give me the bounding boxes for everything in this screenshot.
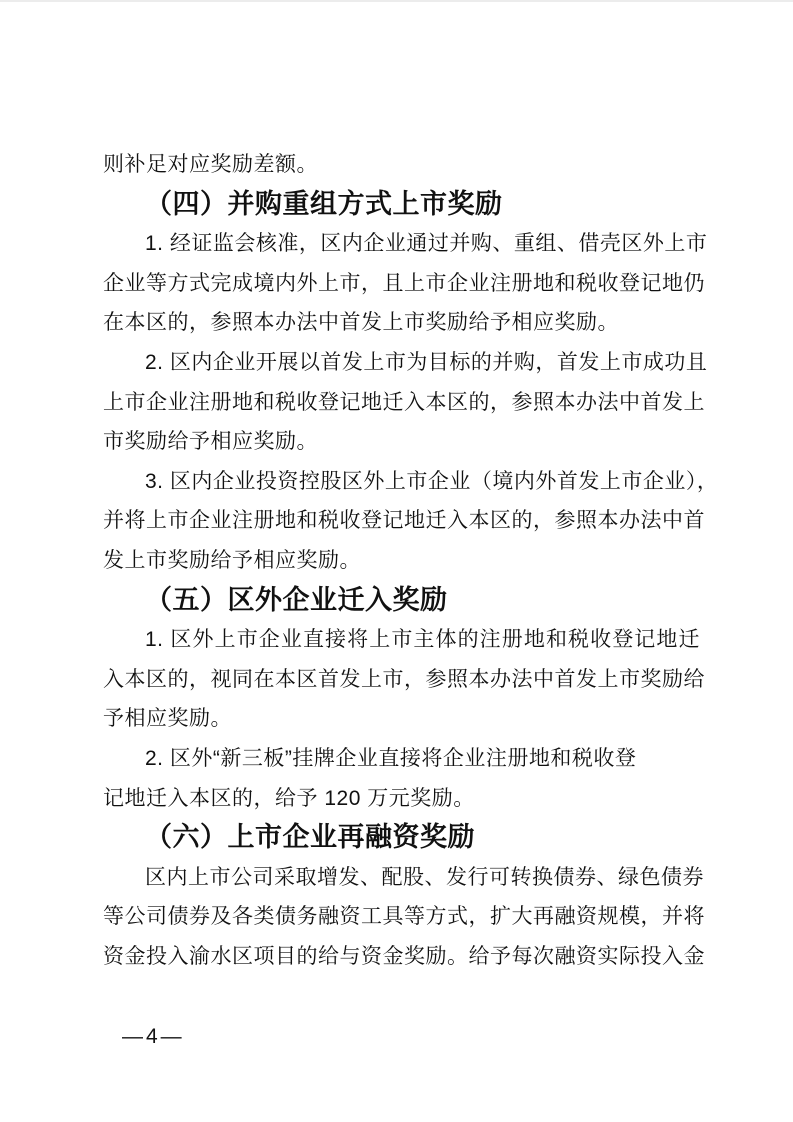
section-heading: （五）区外企业迁入奖励 [145,584,448,615]
body-text-line: 记地迁入本区的，给予 120 万元奖励。 [103,786,475,810]
section-heading: （四）并购重组方式上市奖励 [145,188,503,219]
body-text-line: 发上市奖励给予相应奖励。 [103,548,361,572]
body-text-line: 予相应奖励。 [103,707,232,731]
body-text-line: 资金投入渝水区项目的给与资金奖励。给予每次融资实际投入金 [103,944,705,968]
body-text-line: 1. 经证监会核准，区内企业通过并购、重组、借壳区外上市 [145,232,708,256]
body-text-line: 入本区的，视同在本区首发上市，参照本办法中首发上市奖励给 [103,667,705,691]
section-heading: （六）上市企业再融资奖励 [145,822,475,853]
body-text-line: 1. 区外上市企业直接将上市主体的注册地和税收登记地迁 [145,628,700,652]
scan-top-edge [0,0,793,2]
body-text-line: 区内上市公司采取增发、配股、发行可转换债券、绿色债券 [145,865,704,889]
body-text-line: 上市企业注册地和税收登记地迁入本区的，参照本办法中首发上 [103,390,705,414]
body-text-line: 2. 区外“新三板”挂牌企业直接将企业注册地和税收登 [145,746,637,770]
body-text-line: 在本区的，参照本办法中首发上市奖励给予相应奖励。 [103,311,619,335]
body-text-line: 3. 区内企业投资控股区外上市企业（境内外首发上市企业）， [145,469,719,493]
document-body [103,145,719,976]
body-text-line: 2. 区内企业开展以首发上市为目标的并购，首发上市成功且 [145,350,708,374]
body-text-line: 并将上市企业注册地和税收登记地迁入本区的，参照本办法中首 [103,509,705,533]
body-text-line: 市奖励给予相应奖励。 [103,430,318,454]
body-text-line: 等公司债券及各类债务融资工具等方式，扩大再融资规模，并将 [103,905,705,929]
page-number: —4— [122,1025,185,1048]
body-text-line: 企业等方式完成境内外上市，且上市企业注册地和税收登记地仍 [103,271,705,295]
body-text-line: 则补足对应奖励差额。 [103,153,318,176]
